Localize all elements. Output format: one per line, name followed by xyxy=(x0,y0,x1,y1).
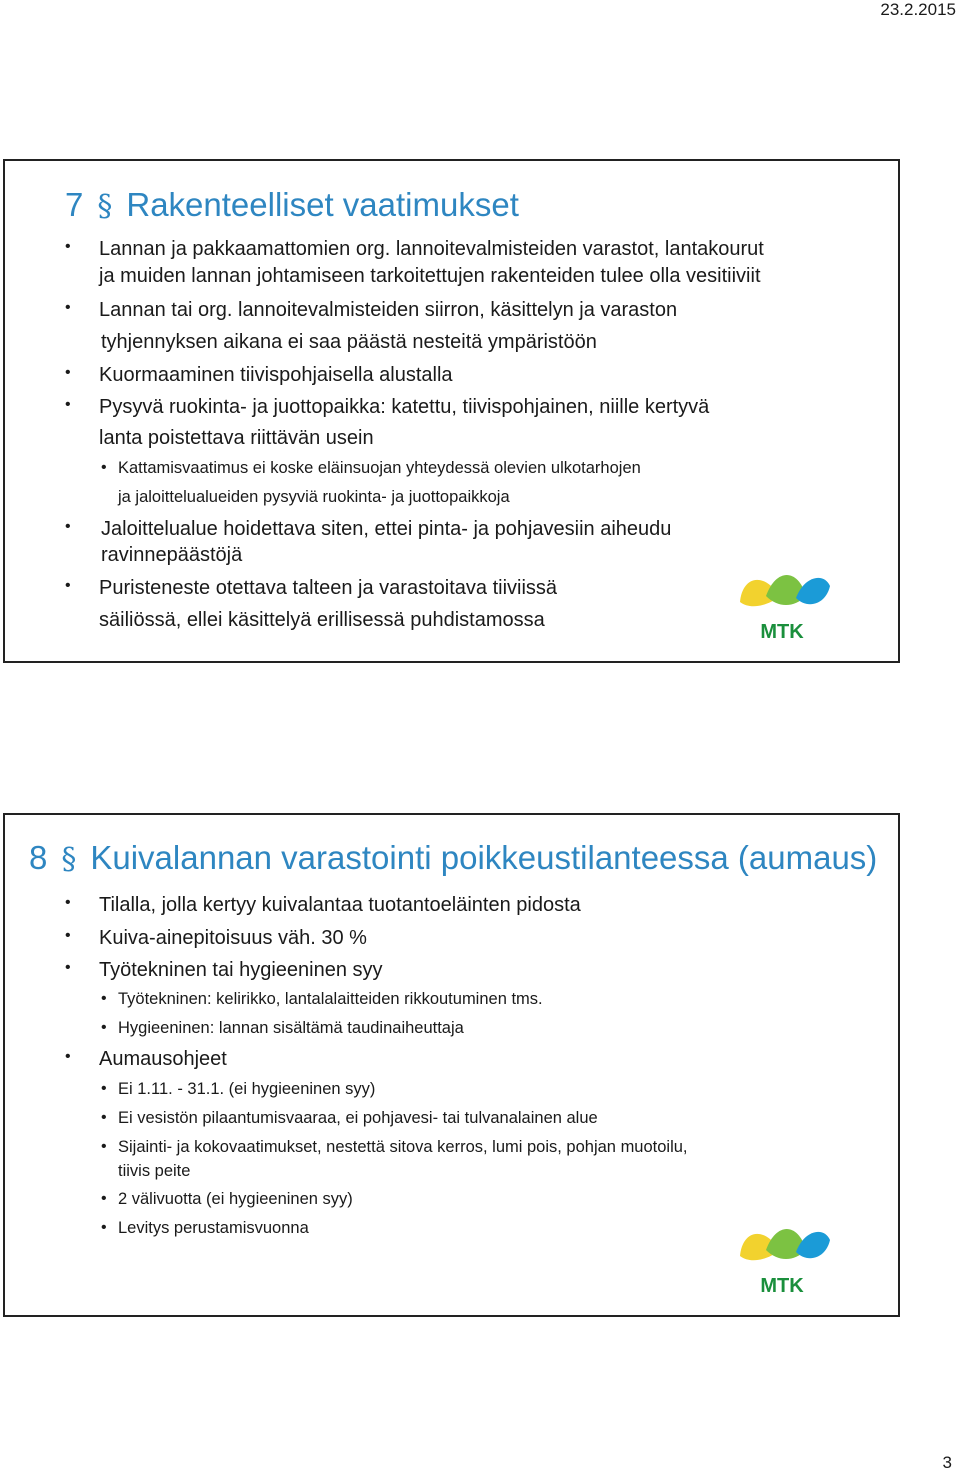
title-text: Kuivalannan varastointi poikkeustilanteessa (aumaus) xyxy=(90,839,878,876)
list-item: Tilalla, jolla kertyy kuivalantaa tuotantoeläinten pidosta xyxy=(99,894,581,916)
list-item: Aumausohjeet xyxy=(99,1048,227,1070)
bullet-icon: • xyxy=(101,1219,107,1236)
sub-list-item: Ei vesistön pilaantumisvaaraa, ei pohjavesi- tai tulvanalainen alue xyxy=(118,1109,598,1127)
bullet-icon: • xyxy=(101,1019,107,1036)
bullet-icon: • xyxy=(101,1109,107,1126)
logo-leaf-blue xyxy=(796,1232,830,1258)
slide-8 xyxy=(3,813,900,1317)
bullet-icon: • xyxy=(101,459,107,476)
sub-list-item-cont: tiivis peite xyxy=(118,1162,191,1180)
list-item-cont: säiliössä, ellei käsittelyä erillisessä puhdistamossa xyxy=(99,609,545,631)
mtk-logo xyxy=(736,566,832,646)
bullet-icon: • xyxy=(65,894,71,911)
list-item: Pysyvä ruokinta- ja juottopaikka: katettu, tiivispohjainen, niille kertyvä xyxy=(99,396,710,418)
sub-list-item: 2 välivuotta (ei hygieeninen syy) xyxy=(118,1190,353,1208)
list-item: Lannan tai org. lannoitevalmisteiden siirron, käsittelyn ja varaston xyxy=(99,299,678,321)
bullet-icon: • xyxy=(65,364,71,381)
sub-list-item: Sijainti- ja kokovaatimukset, nestettä sitova kerros, lumi pois, pohjan muotoilu, xyxy=(118,1138,688,1156)
logo-text: MTK xyxy=(760,621,804,643)
logo-leaf-blue xyxy=(796,578,830,604)
bullet-icon: • xyxy=(65,959,71,976)
slide-7 xyxy=(3,159,900,663)
list-item: Kuiva-ainepitoisuus väh. 30 % xyxy=(99,927,367,949)
slide-title xyxy=(65,186,519,224)
bullet-icon: • xyxy=(101,1190,107,1207)
bullet-icon: • xyxy=(101,990,107,1007)
bullet-icon: • xyxy=(101,1138,107,1155)
list-item: Työtekninen tai hygieeninen syy xyxy=(99,959,383,981)
sub-list-item: Ei 1.11. - 31.1. (ei hygieeninen syy) xyxy=(118,1080,376,1098)
bullet-icon: • xyxy=(65,518,71,535)
section-sign: § xyxy=(61,842,77,877)
list-item-cont: lanta poistettava riittävän usein xyxy=(99,427,374,449)
list-item-cont: ravinnepäästöjä xyxy=(101,544,243,566)
bullet-icon: • xyxy=(65,1048,71,1065)
section-number: 7 xyxy=(65,186,84,223)
list-item: Lannan ja pakkaamattomien org. lannoitevalmisteiden varastot, lantakourut xyxy=(99,238,764,260)
list-item: Kuormaaminen tiivispohjaisella alustalla xyxy=(99,364,453,386)
list-item: Puristeneste otettava talteen ja varastoitava tiiviissä xyxy=(99,577,558,599)
sub-list-item: Työtekninen: kelirikko, lantalalaitteiden rikkoutuminen tms. xyxy=(118,990,543,1008)
bullet-icon: • xyxy=(65,396,71,413)
sub-list-item: Hygieeninen: lannan sisältämä taudinaiheuttaja xyxy=(118,1019,464,1037)
list-item-cont: ja muiden lannan johtamiseen tarkoitettujen rakenteiden tulee olla vesitiiviit xyxy=(99,265,761,287)
list-item-cont: tyhjennyksen aikana ei saa päästä nesteitä ympäristöön xyxy=(101,331,597,353)
logo-text: MTK xyxy=(760,1275,804,1297)
sub-list-item-cont: ja jaloittelualueiden pysyviä ruokinta- ja juottopaikkoja xyxy=(118,488,510,506)
page-number: 3 xyxy=(942,1453,952,1472)
slide-title xyxy=(29,839,877,877)
bullet-icon: • xyxy=(65,238,71,255)
bullet-icon: • xyxy=(65,299,71,316)
bullet-icon: • xyxy=(101,1080,107,1097)
section-number: 8 xyxy=(29,839,48,876)
mtk-logo xyxy=(736,1220,832,1300)
sub-list-item: Levitys perustamisvuonna xyxy=(118,1219,309,1237)
title-text: Rakenteelliset vaatimukset xyxy=(126,186,519,223)
bullet-icon: • xyxy=(65,577,71,594)
section-sign: § xyxy=(97,189,113,224)
date-header: 23.2.2015 xyxy=(880,0,956,19)
list-item: Jaloittelualue hoidettava siten, ettei pinta- ja pohjavesiin aiheudu xyxy=(101,518,672,540)
bullet-icon: • xyxy=(65,927,71,944)
sub-list-item: Kattamisvaatimus ei koske eläinsuojan yhteydessä olevien ulkotarhojen xyxy=(118,459,641,477)
